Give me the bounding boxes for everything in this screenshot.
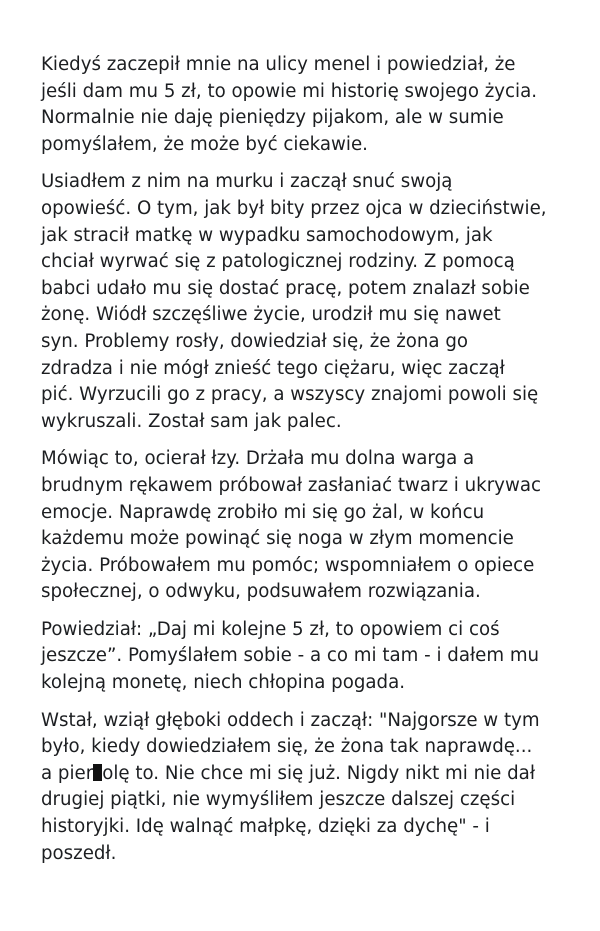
paragraph-5 bbox=[41, 708, 581, 868]
paragraph-2: Usiadłem z nim na murku i zaczął snuć swoją opowieść. O tym, jak był bity przez ojca w dzieciństwie, jak stracił matkę w wypadku samochodowym, jak chciał wyrwać się z patologicznej rodziny. Z pomocą babci udało mu się dostać pracę, potem znalazł sobie żonę. Wiódł szczęśliwe życie, urodził mu się nawet syn. Problemy rosły, dowiedział się, że żona go zdradza i nie mógł znieść tego ciężaru, więc zaczął pić. Wyrzucili go z pracy, a wszyscy znajomi powoli się wykruszali. Został sam jak palec. bbox=[41, 171, 547, 432]
paragraph-5-text-before-censor: Wstał, wziął głęboki oddech i zaczął: "Najgorsze w tym było, kiedy dowiedziałem się, że żona tak naprawdę... a pier bbox=[41, 709, 540, 784]
paragraph-1: Kiedyś zaczepił mnie na ulicy menel i powiedział, że jeśli dam mu 5 zł, to opowie mi historię swojego życia. Normalnie nie daję pieniędzy pijakom, ale w sumie pomyślałem, że może być ciekawie. bbox=[41, 54, 538, 155]
paragraph-5-text-after-censor: olę to. Nie chce mi się już. Nigdy nikt mi nie dał drugiej piątki, nie wymyśliłem jeszcze dalszej części historyjki. Idę walnąć małpkę, dzięki za dychę" - i poszedł. bbox=[41, 762, 535, 864]
paragraph-3: Mówiąc to, ocierał łzy. Drżała mu dolna warga a brudnym rękawem próbował zasłaniać twarz i ukrywac emocje. Naprawdę zrobiło mi się go żal, w końcu każdemu może powinąć się noga w złym momencie życia. Próbowałem mu pomóc; wspomniałem o opiece społecznej, o odwyku, podsuwałem rozwiązania. bbox=[41, 448, 541, 603]
paragraph-4: Powiedział: „Daj mi kolejne 5 zł, to opowiem ci coś jeszcze”. Pomyślałem sobie - a co mi tam - i dałem mu kolejną monetę, niech chłopina pogada. bbox=[41, 618, 540, 694]
censor-bar bbox=[93, 764, 102, 781]
post-text bbox=[41, 52, 581, 878]
